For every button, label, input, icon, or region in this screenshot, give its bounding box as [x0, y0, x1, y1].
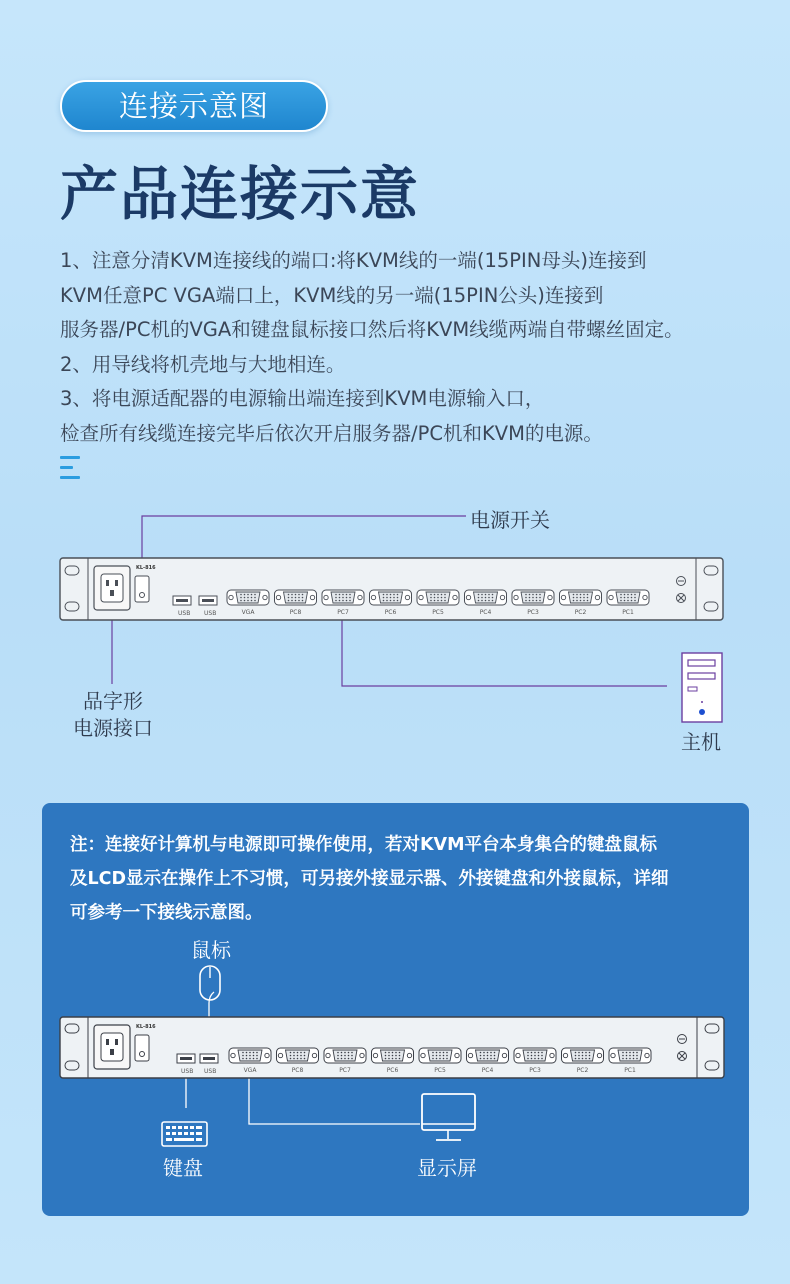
power-socket — [94, 1025, 130, 1069]
usb-label: USB — [204, 1068, 217, 1075]
keyboard-icon — [162, 1122, 207, 1146]
vga-ports — [229, 1048, 651, 1074]
power-switch-label: 电源开关 — [470, 508, 550, 532]
note-line: 检查所有线缆连接完毕后依次开启服务器/PC机和KVM的电源。 — [60, 421, 603, 445]
vga-port-label: PC4 — [481, 1067, 494, 1074]
vga-port-label: PC2 — [576, 1067, 589, 1074]
note-line: 1、注意分清KVM连接线的端口:将KVM线的一端(15PIN母头)连接到 — [60, 249, 647, 272]
device-logo: KL-816 — [136, 565, 156, 571]
vga-port-label: VGA — [243, 1067, 257, 1074]
vga-port-label: PC5 — [432, 609, 444, 616]
vga-port-label: PC6 — [386, 1067, 399, 1074]
kvm-device-2 — [60, 1017, 724, 1078]
vga-port-label: PC8 — [289, 609, 302, 616]
monitor-label: 显示屏 — [417, 1156, 477, 1180]
note-line: 2、用导线将机壳地与大地相连。 — [60, 352, 346, 376]
vga-port-label: PC7 — [339, 1067, 351, 1074]
mouse-icon — [200, 966, 220, 1000]
mouse-label: 鼠标 — [191, 938, 231, 962]
device-logo: KL-816 — [136, 1024, 156, 1030]
vga-port-label: PC2 — [574, 609, 587, 616]
keyboard-label: 键盘 — [163, 1156, 203, 1180]
panel-note-line: 及LCD显示在操作上不习惯，可另接外接显示器、外接键盘和外接鼠标，详细 — [70, 869, 669, 889]
monitor-icon — [422, 1094, 475, 1140]
vga-port-label: PC1 — [622, 609, 634, 616]
vga-port-label: PC4 — [479, 609, 492, 616]
note-line: 3、将电源适配器的电源输出端连接到KVM电源输入口， — [60, 387, 545, 410]
vga-port-label: PC3 — [529, 1067, 541, 1074]
usb-label: USB — [204, 610, 217, 617]
vga-port-label: PC6 — [384, 609, 397, 616]
vga-port-label: PC5 — [434, 1067, 446, 1074]
panel-note-line: 注：连接好计算机与电源即可操作使用，若对KVM平台本身集合的键盘鼠标 — [70, 835, 658, 855]
power-switch — [135, 1035, 149, 1061]
note-line: 服务器/PC机的VGA和键盘鼠标接口然后将KVM线缆两端自带螺丝固定。 — [60, 318, 684, 341]
vga-port-label: PC3 — [527, 609, 539, 616]
usb-label: USB — [181, 1068, 194, 1075]
power-socket-label-line2: 电源接口 — [73, 716, 153, 740]
host-label: 主机 — [681, 730, 721, 754]
page-title: 产品连接示意 — [60, 160, 421, 228]
vga-port-label: PC1 — [624, 1067, 636, 1074]
power-socket-label-line1: 品字形 — [83, 689, 143, 713]
panel-note-line: 可参考一下接线示意图。 — [70, 903, 263, 923]
vga-port-label: PC7 — [337, 609, 349, 616]
usb-label: USB — [178, 610, 191, 617]
vga-port-label: VGA — [241, 609, 255, 616]
vga-port-label: PC8 — [291, 1067, 304, 1074]
note-line: KVM任意PC VGA端口上，KVM线的另一端(15PIN公头)连接到 — [60, 283, 604, 307]
section-badge: 连接示意图 — [60, 80, 328, 132]
